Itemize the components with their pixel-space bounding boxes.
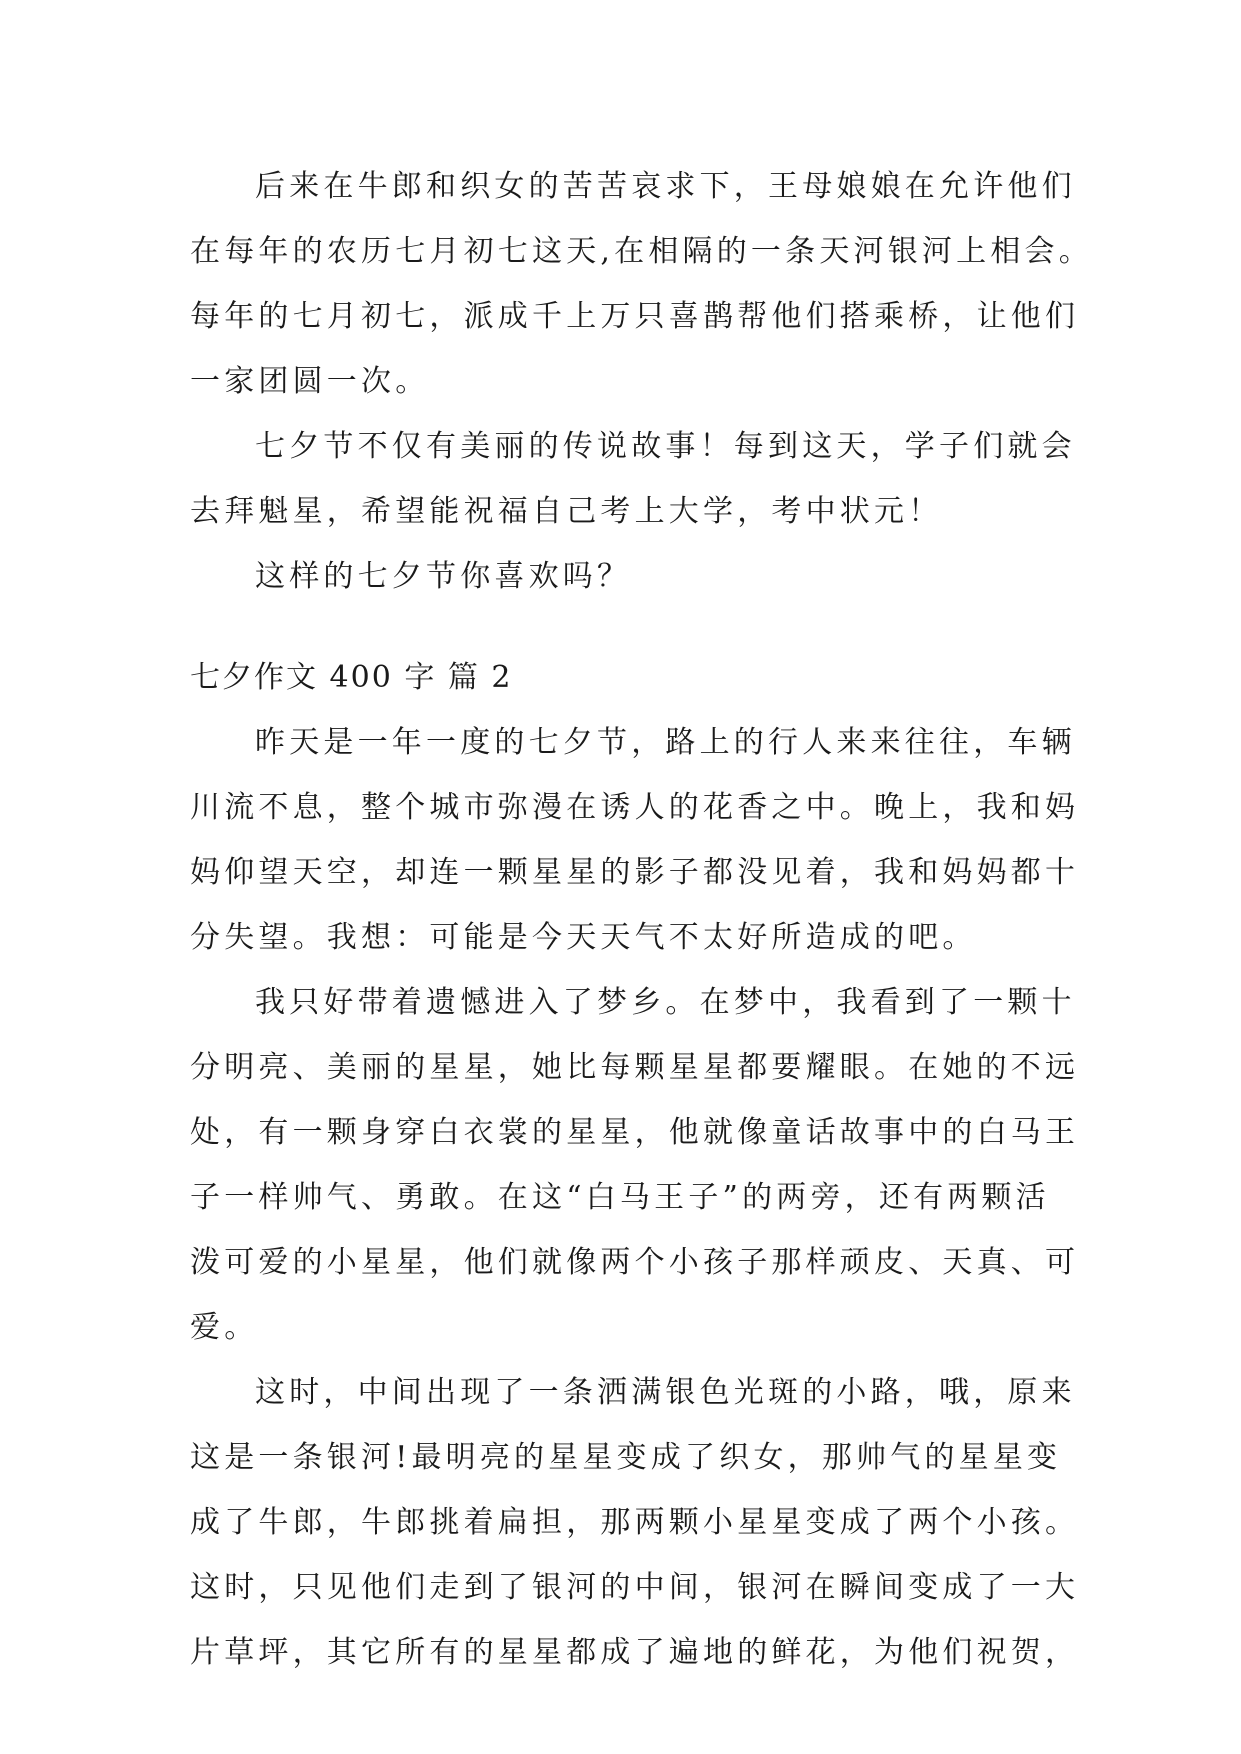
paragraph-line: 我只好带着遗憾进入了梦乡。在梦中，我看到了一颗十 xyxy=(255,985,1076,1020)
paragraph-line: 分失望。我想：可能是今天天气不太好所造成的吧。 xyxy=(190,920,977,955)
paragraph-line: 爱。 xyxy=(190,1310,259,1345)
paragraph-line: 川流不息，整个城市弥漫在诱人的花香之中。晚上，我和妈 xyxy=(190,790,1080,825)
paragraph-line: 妈仰望天空，却连一颗星星的影子都没见着，我和妈妈都十 xyxy=(190,855,1080,890)
paragraph-line: 泼可爱的小星星，他们就像两个小孩子那样顽皮、天真、可 xyxy=(190,1245,1080,1280)
paragraph-line: 每年的七月初七，派成千上万只喜鹊帮他们搭乘桥，让他们 xyxy=(190,299,1080,334)
paragraph-line: 这样的七夕节你喜欢吗？ xyxy=(255,559,632,594)
paragraph-line: 在每年的农历七月初七这天,在相隔的一条天河银河上相会。 xyxy=(190,234,1093,269)
paragraph-line: 成了牛郎，牛郎挑着扁担，那两颗小星星变成了两个小孩。 xyxy=(190,1505,1080,1540)
paragraph-line: 子一样帅气、勇敢。在这“白马王子”的两旁，还有两颗活 xyxy=(190,1180,1050,1215)
paragraph-line: 后来在牛郎和织女的苦苦哀求下，王母娘娘在允许他们 xyxy=(255,169,1076,204)
paragraph-line: 七夕节不仅有美丽的传说故事！每到这天，学子们就会 xyxy=(255,429,1076,464)
paragraph-line: 处，有一颗身穿白衣裳的星星，他就像童话故事中的白马王 xyxy=(190,1115,1080,1150)
paragraph-line: 一家团圆一次。 xyxy=(190,364,430,399)
paragraph-line: 片草坪，其它所有的星星都成了遍地的鲜花，为他们祝贺， xyxy=(190,1635,1080,1670)
paragraph-line: 去拜魁星，希望能祝福自己考上大学，考中状元！ xyxy=(190,494,943,529)
section-heading: 七夕作文 400 字 篇 2 xyxy=(190,660,513,695)
paragraph-line: 分明亮、美丽的星星，她比每颗星星都要耀眼。在她的不远 xyxy=(190,1050,1080,1085)
paragraph-line: 昨天是一年一度的七夕节，路上的行人来来往往，车辆 xyxy=(255,725,1076,760)
paragraph-line: 这时，中间出现了一条洒满银色光斑的小路，哦，原来 xyxy=(255,1375,1076,1410)
paragraph-line: 这是一条银河!最明亮的星星变成了织女，那帅气的星星变 xyxy=(190,1440,1062,1475)
paragraph-line: 这时，只见他们走到了银河的中间，银河在瞬间变成了一大 xyxy=(190,1570,1080,1605)
